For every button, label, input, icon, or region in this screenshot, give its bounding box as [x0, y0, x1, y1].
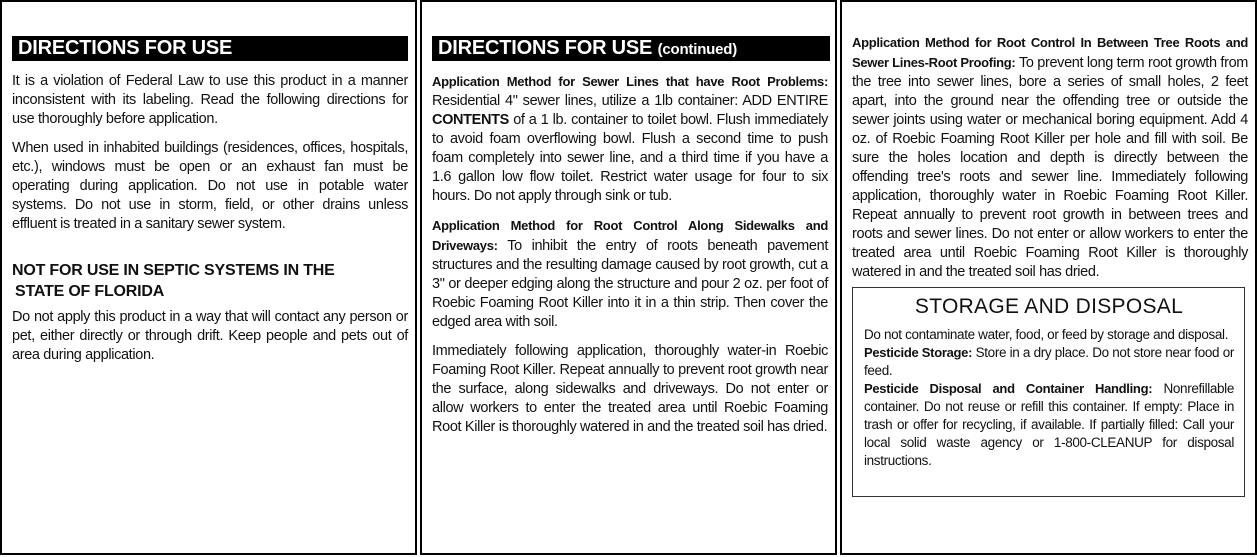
sewer-method-text-b: of a 1 lb. container to toilet bowl. Flush immediately to avoid foam overflowing bowl. Flush a second time to push foam completely into sewer line, and a third time if you have a 1.6 gallon low flow toilet. Restrict water usage for four to six hours. Do not apply through sink or tub. [432, 112, 828, 204]
root-proofing-panel [840, 0, 1257, 555]
storage-disposal-box [852, 287, 1245, 497]
pesticide-storage-text: Store in a dry place. Do not store near food or feed. [864, 345, 1235, 378]
directions-continued-panel [420, 0, 837, 555]
florida-warning-heading [12, 260, 408, 302]
sidewalk-method-text: To inhibit the entry of roots beneath pavement structures and the resulting damage caused by root growth, cut a 3" or deeper edging along the structure and pour 2 oz. per foot of Roebic Foaming Root Killer into it in a thin strip. Then cover the edged area with soil. [432, 238, 828, 330]
root-proofing-column [852, 33, 1248, 282]
sewer-method-bold: CONTENTS [432, 112, 509, 128]
directions-panel [0, 0, 417, 555]
directions-banner [12, 36, 408, 61]
followup-paragraph: Immediately following application, thoroughly water-in Roebic Foaming Root Killer. Repeat annually to prevent root growth near the surface, along sidewalks and driveways. Do not enter or allow workers to enter the treated area until Roebic Foaming Root Killer is thoroughly watered in and the treated soil has dried. [432, 343, 828, 435]
sidewalk-method-lead: Application Method for Root Control Along Sidewalks and Driveways: [432, 218, 828, 253]
tree-method-text: To prevent long term root growth from the tree into sewer lines, bore a series of small holes, 2 feet apart, into the ground near the offending tree or outside the sewer joints using water or mechanical boring equipment. Add 4 oz. of Roebic Foaming Root Killer per hole and fill with soil. Be sure the holes location and depth is directly between the offending tree's roots and sewer line. Immediately following application, thoroughly water in Roebic Foaming Root Killer. Repeat annually to prevent root growth in between trees and roots and sewer lines. Do not enter or allow workers to enter the treated area until Roebic Foaming Root Killer is thoroughly watered in and the treated soil has dried. [852, 55, 1249, 280]
pesticide-storage-paragraph [864, 344, 1234, 380]
banner-continued-suffix: (continued) [657, 41, 738, 58]
sewer-method-lead: Application Method for Sewer Lines that have Root Problems: [432, 74, 828, 89]
inhabited-buildings-paragraph: When used in inhabited buildings (residences, offices, hospitals, etc.), windows must be open or an exhaust fan must be operating during application. Do not use in potable water systems. Do not use in storm, field, or other drains unless effluent is treated in a sanitary sewer system. [12, 140, 408, 232]
florida-heading-line2: STATE OF FLORIDA [15, 283, 165, 300]
storage-intro: Do not contaminate water, food, or feed by storage and disposal. [864, 327, 1229, 342]
tree-method-lead: Application Method for Root Control In Between Tree Roots and Sewer Lines-Root Proofing: [852, 35, 1248, 70]
pesticide-storage-lead: Pesticide Storage: [864, 345, 973, 360]
storage-disposal-body [864, 326, 1234, 470]
banner-title: DIRECTIONS FOR USE [18, 37, 233, 59]
sidewalk-method-paragraph [432, 216, 828, 332]
tree-method-paragraph [852, 33, 1248, 282]
sewer-method-text-a: Residential 4" sewer lines, utilize a 1lb container: ADD ENTIRE [432, 93, 828, 109]
contact-warning-paragraph: Do not apply this product in a way that will contact any person or pet, either directly or through drift. Keep people and pets out of area during application. [12, 309, 408, 363]
sewer-method-paragraph [432, 72, 828, 206]
storage-disposal-title: STORAGE AND DISPOSAL [914, 295, 1184, 318]
florida-heading-line1: NOT FOR USE IN SEPTIC SYSTEMS IN THE [12, 262, 335, 279]
directions-continued-column [432, 72, 828, 447]
federal-law-paragraph: It is a violation of Federal Law to use this product in a manner inconsistent with its labeling. Read the following directions for use thoroughly before application. [12, 73, 408, 127]
directions-continued-banner [432, 36, 830, 61]
directions-column [12, 72, 408, 375]
pesticide-disposal-text: Nonrefillable container. Do not reuse or refill this container. If empty: Place in trash or offer for recycling, if available. If partially filled: Call your local solid waste agency or 1-800-CLEANUP for disposal instructions. [864, 381, 1234, 468]
pesticide-disposal-paragraph [864, 380, 1234, 470]
banner-title: DIRECTIONS FOR USE [438, 37, 653, 59]
pesticide-disposal-lead: Pesticide Disposal and Container Handling: [864, 381, 1153, 396]
